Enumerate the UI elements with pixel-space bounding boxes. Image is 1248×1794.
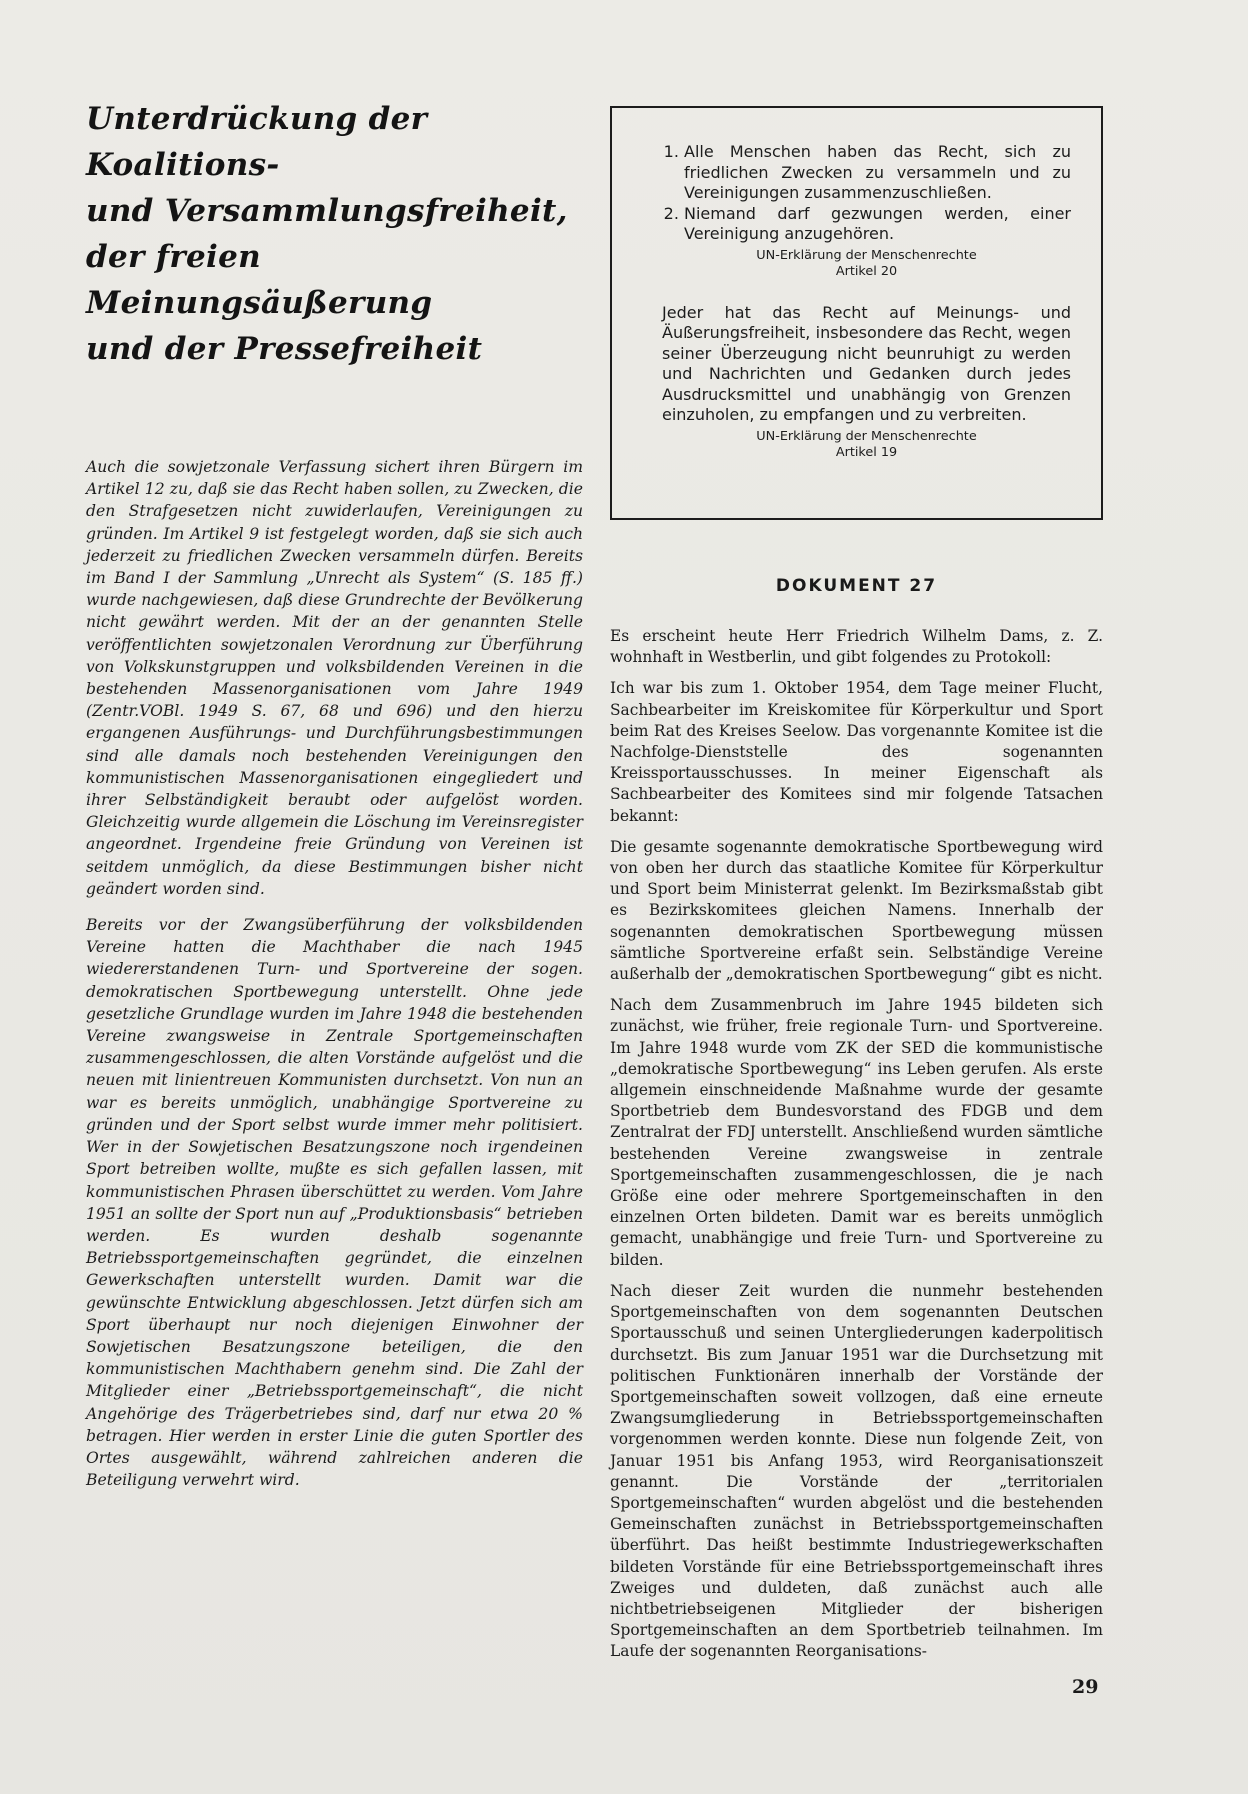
title-line: und Versammlungsfreiheit, <box>86 193 568 229</box>
article-20-item-2: 2. Niemand darf gezwungen werden, einer Vereinigung anzugehören. <box>684 204 1071 245</box>
body-paragraph: Die gesamte sogenannte demokratische Sportbewegung wird von oben her durch das staatliche Komitee für Körperkultur und Sport beim Ministerrat gelenkt. Im Bezirksmaßstab gibt es Bezirkskomitees gleichen Namens. Innerhalb der sogenannten demokratischen Sportbewegung müssen sämtliche Sportvereine erfaßt sein. Selbständige Vereine außerhalb der „demokratischen Sportbewegung“ gibt es nicht. <box>610 837 1103 984</box>
citation-article-19 <box>662 429 1071 461</box>
body-paragraph: Auch die sowjetzonale Verfassung sichert ihren Bürgern im Artikel 12 zu, daß sie das Recht haben sollen, zu Zwecken, die den Strafgesetzen nicht zuwiderlaufen, Vereinigungen zu gründen. Im Artikel 9 ist festgelegt worden, daß sie sich auch jederzeit zu friedlichen Zwecken versammeln dürfen. Bereits im Band I der Sammlung „Unrecht als System“ (S. 185 ff.) wurde nachgewiesen, daß diese Grundrechte der Bevölkerung nicht gewährt werden. Mit der an der genannten Stelle veröffentlichten sowjetzonalen Verordnung zur Überführung von Volkskunstgruppen und volksbildenden Vereinen in die bestehenden Massenorganisationen vom Jahre 1949 (Zentr.VOBl. 1949 S. 67, 68 und 696) und den hierzu ergangenen Ausführungs- und Durchführungsbestimmungen sind alle damals noch bestehenden Vereinigungen den kommunistischen Massenorganisationen eingegliedert und ihrer Selbständigkeit beraubt oder aufgelöst worden. Gleichzeitig wurde allgemein die Löschung im Vereinsregister angeordnet. Irgendeine freie Gründung von Vereinen ist seitdem unmöglich, da diese Bestimmungen bisher nicht geändert worden sind. <box>86 458 583 898</box>
title-line: und der Pressefreiheit <box>86 331 483 367</box>
page-title <box>86 96 606 372</box>
page-number: 29 <box>1072 1676 1099 1698</box>
right-column-text <box>610 626 1103 1673</box>
body-paragraph: Nach dieser Zeit wurden die nunmehr bestehenden Sportgemeinschaften von dem sogenannten Deutschen Sportausschuß und seinen Untergliederungen kaderpolitisch durchsetzt. Bis zum Januar 1951 war die Durchsetzung mit politischen Funktionären innerhalb der Vorstände der Sportgemeinschaften soweit vollzogen, daß eine erneute Zwangsumgliederung in Betriebssportgemeinschaften vorgenommen werden konnte. Diese nun folgende Zeit, von Januar 1951 bis Anfang 1953, wird Reorganisationszeit genannt. Die Vorstände der „territorialen Sportgemeinschaften“ wurden abgelöst und die bestehenden Gemeinschaften zunächst in Betriebssportgemeinschaften überführt. Das heißt bestimmte Industriegewerkschaften bildeten Vorstände für eine Betriebssportgemeinschaft ihres Zweiges und duldeten, daß zunächst auch alle nichtbetriebseigenen Mitglieder der bisherigen Sportgemeinschaften an dem Sportbetrieb teilnahmen. Im Laufe der sogenannten Reorganisations- <box>610 1281 1103 1661</box>
article-20-item-1: 1. Alle Menschen haben das Recht, sich zu friedlichen Zwecken zu versammeln und zu Vereinigungen zusammenzuschließen. <box>684 142 1071 204</box>
body-paragraph: Ich war bis zum 1. Oktober 1954, dem Tage meiner Flucht, Sachbearbeiter im Kreiskomitee für Körperkultur und Sport beim Rat des Kreises Seelow. Das vorgenannte Komitee ist die Nachfolge-Dienststelle des sogenannten Kreissportausschusses. In meiner Eigenschaft als Sachbearbeiter des Komitees sind mir folgende Tatsachen bekannt: <box>610 679 1103 825</box>
article-19-quote: Jeder hat das Recht auf Meinungs- und Äußerungsfreiheit, insbesondere das Recht, wegen seiner Überzeugung nicht beunruhigt zu werden und Nachrichten und Gedanken durch jedes Ausdrucksmittel und unabhängig von Grenzen einzuholen, zu empfangen und zu verbreiten. <box>662 302 1071 424</box>
body-paragraph: Es erscheint heute Herr Friedrich Wilhelm Dams, z. Z. wohnhaft in Westberlin, und gibt folgendes zu Protokoll: <box>610 627 1103 667</box>
title-line: Unterdrückung der Koalitions- <box>86 101 428 183</box>
citation-article: Artikel 19 <box>835 444 898 460</box>
citation-source: UN-Erklärung der Menschenrechte <box>756 247 977 263</box>
body-paragraph: Bereits vor der Zwangsüberführung der volksbildenden Vereine hatten die Machthaber die nach 1945 wiedererstandenen Turn- und Sportvereine der sogen. demokratischen Sportbewegung unterstellt. Ohne jede gesetzliche Grundlage wurden im Jahre 1948 die bestehenden Vereine zwangsweise in Zentrale Sportgemeinschaften zusammengeschlossen, die alten Vorstände aufgelöst und die neuen mit linientreuen Kommunisten durchsetzt. Von nun an war es bereits unmöglich, unabhängige Sportvereine zu gründen und der Sport selbst wurde immer mehr politisiert. Wer in der Sowjetischen Besatzungszone noch irgendeinen Sport betreiben wollte, mußte es sich gefallen lassen, mit kommunistischen Phrasen überschüttet zu werden. Vom Jahre 1951 an sollte der Sport nun auf „Produktionsbasis“ betrieben werden. Es wurden deshalb sogenannte Betriebssportgemeinschaften gegründet, die einzelnen Gewerkschaften unterstellt wurden. Damit war die gewünschte Entwicklung abgeschlossen. Jetzt dürfen sich am Sport überhaupt nur noch diejenigen Einwohner der Sowjetischen Besatzungszone beteiligen, die den kommunistischen Machthabern genehm sind. Die Zahl der Mitglieder einer „Betriebssportgemeinschaft“, die nicht Angehörige des Trägerbetriebes sind, darf nur etwa 20 % betragen. Hier werden in erster Linie die guten Sportler des Ortes ausgewählt, während zahlreichen anderen die Beteiligung verwehrt wird. <box>86 916 583 1490</box>
left-column-text <box>86 456 583 1505</box>
body-paragraph: Nach dem Zusammenbruch im Jahre 1945 bildeten sich zunächst, wie früher, freie regionale Turn- und Sportvereine. Im Jahre 1948 wurde vom ZK der SED die kommunistische „demokratische Sportbewegung“ ins Leben gerufen. Als erste allgemein einschneidende Maßnahme wurde der gesamte Sportbetrieb dem Bundesvorstand des FDGB und dem Zentralrat der FDJ unterstellt. Anschließend wurden sämtliche bestehenden Vereine zwangsweise in zentrale Sportgemeinschaften zusammengeschlossen, die je nach Größe eine oder mehrere Sportgemeinschaften in den einzelnen Orten bildeten. Damit war es bereits unmöglich gemacht, unabhängige und freie Turn- und Sportvereine zu bilden. <box>610 996 1103 1269</box>
title-line: der freien Meinungsäußerung <box>86 239 433 321</box>
document-heading: DOKUMENT 27 <box>775 576 938 596</box>
article-20-list <box>662 142 1071 245</box>
citation-source: UN-Erklärung der Menschenrechte <box>756 428 977 444</box>
citation-article: Artikel 20 <box>835 263 898 279</box>
citation-article-20 <box>662 248 1071 280</box>
human-rights-quote-box <box>610 106 1103 520</box>
